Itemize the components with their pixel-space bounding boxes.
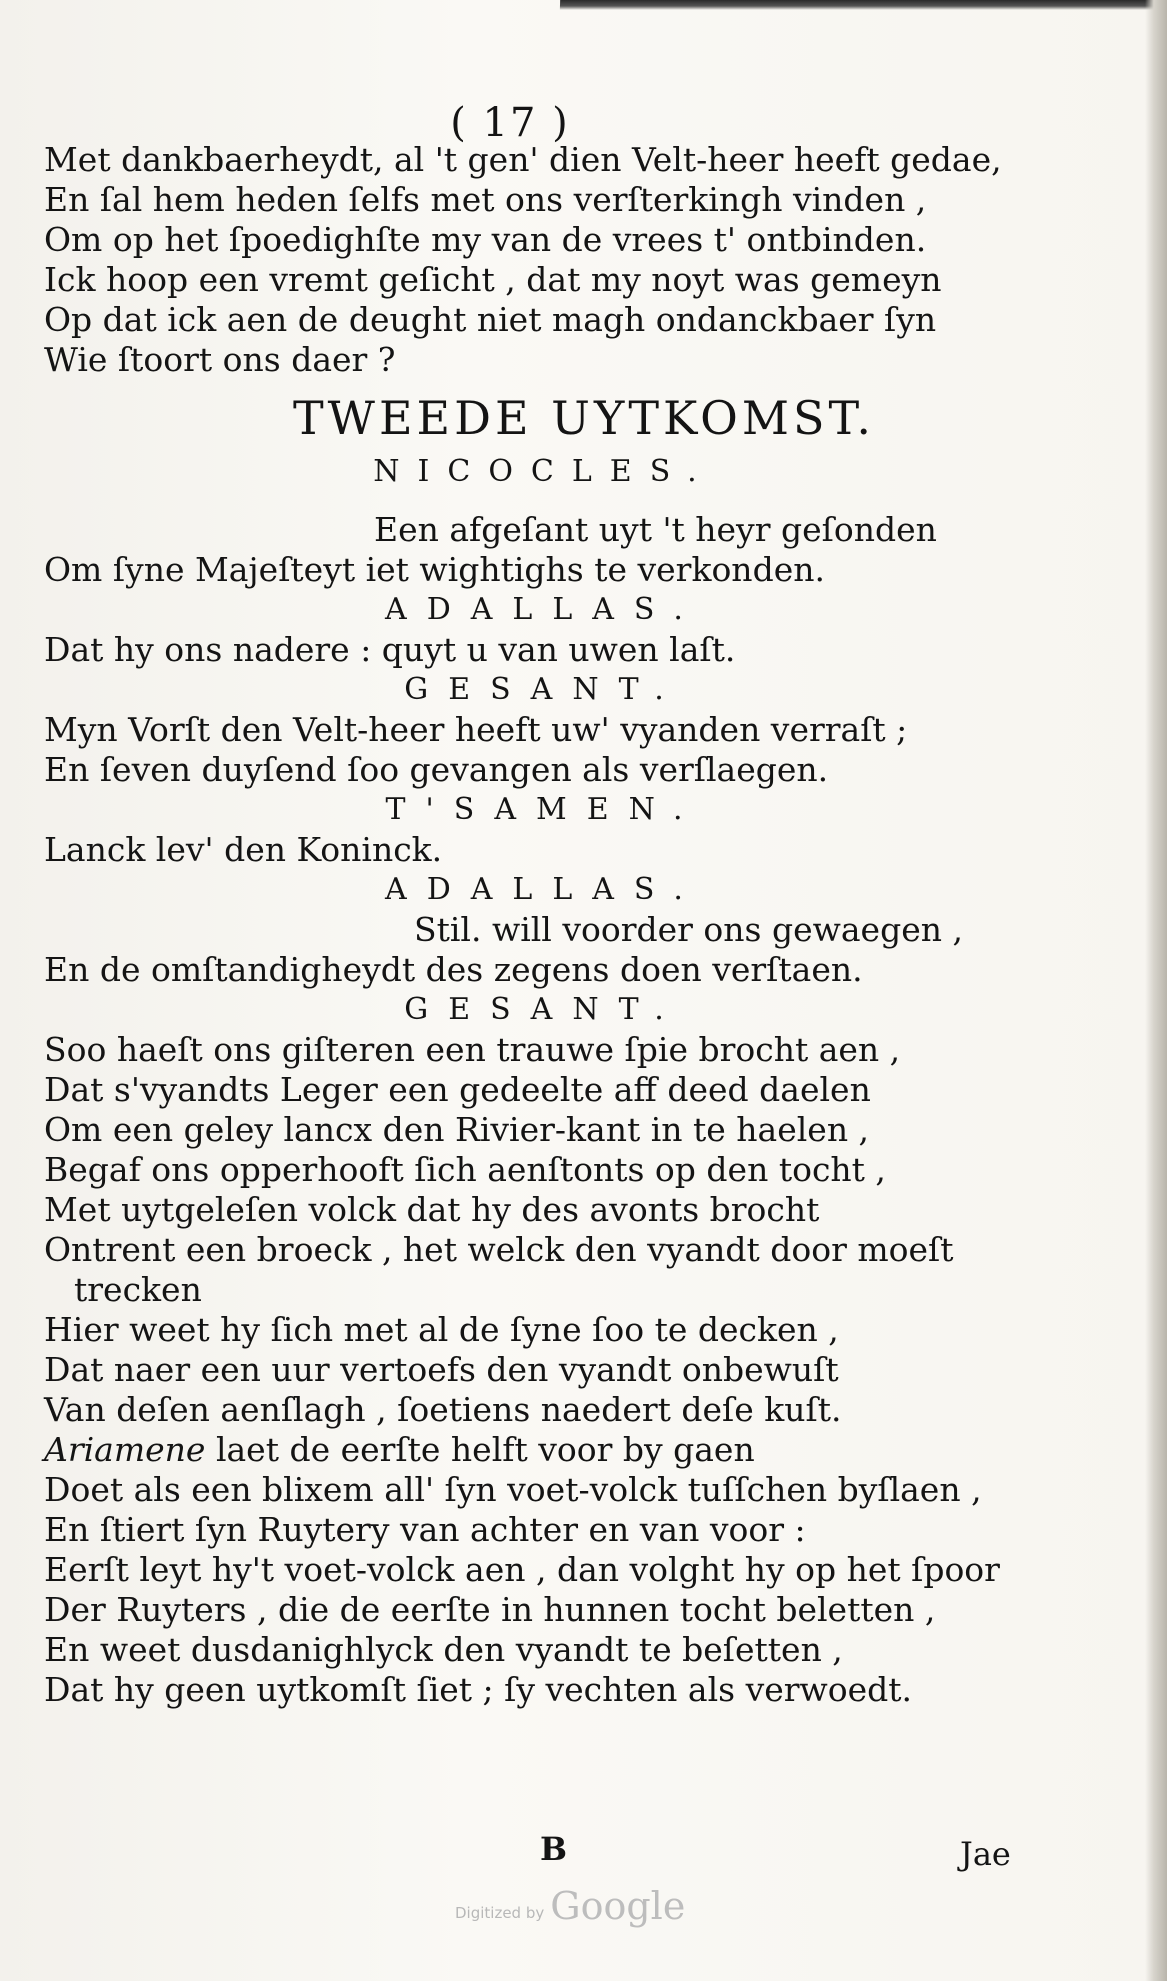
page-right-edge — [1145, 0, 1167, 1981]
verse-line: Een afgeſant uyt 't heyr geſonden — [374, 510, 937, 549]
verse-line: Dat hy geen uytkomſt ſiet ; ſy vechten als verwoedt. — [44, 1670, 913, 1709]
character-name-italic: Ariamene — [44, 1430, 206, 1469]
verse-line: Der Ruyters , die de eerſte in hunnen tocht beletten , — [44, 1590, 936, 1629]
verse-line: Eerſt leyt hy't voet-volck aen , dan volght hy op het ſpoor — [44, 1550, 1000, 1589]
verse-line: Om op het ſpoedighſte my van de vrees t' ontbinden. — [44, 220, 927, 259]
verse-line: Met dankbaerheydt, al 't gen' dien Velt-heer heeft gedae, — [44, 140, 1002, 179]
verse-line: Hier weet hy ſich met al de ſyne ſoo te decken , — [44, 1310, 839, 1349]
dialogue — [44, 452, 1044, 1710]
speaker-name: NICOCLES. — [373, 454, 715, 489]
speaker-name: ADALLAS. — [385, 872, 703, 907]
verse-line: Myn Vorſt den Velt-heer heeft uw' vyanden verraſt ; — [44, 710, 908, 749]
verse-line: trecken — [74, 1270, 202, 1309]
verse-line: En weet dusdanighlyck den vyandt te beſetten , — [44, 1630, 843, 1669]
signature-mark: B — [540, 1830, 568, 1868]
verse-line: Doet als een blixem all' ſyn voet-volck tuſſchen byſlaen , — [44, 1470, 982, 1509]
verse-line: Stil. will voorder ons gewaegen , — [414, 910, 963, 949]
speaker-name: ADALLAS. — [385, 592, 703, 627]
verse-line: Dat s'vyandts Leger een gedeelte aff deed daelen — [44, 1070, 871, 1109]
google-wordmark: Google — [550, 1884, 686, 1928]
verse-text: laet de eerſte helft voor by gaen — [205, 1430, 755, 1469]
verse-line: Wie ſtoort ons daer ? — [44, 340, 396, 379]
verse-line: Ontrent een broeck , het welck den vyandt door moeſt — [44, 1230, 954, 1269]
verse-line: Dat naer een uur vertoefs den vyandt onbewuſt — [44, 1350, 839, 1389]
verse-line: Lanck lev' den Koninck. — [44, 830, 443, 869]
verse-line: Soo haeſt ons giſteren een trauwe ſpie brocht aen , — [44, 1030, 901, 1069]
speaker-name: GESANT. — [404, 672, 684, 707]
verse-line: Ick hoop een vremt geſicht , dat my noyt was gemeyn — [44, 260, 942, 299]
scene-heading: TWEEDE UYTKOMST. — [292, 391, 876, 445]
verse-line: Met uytgeleſen volck dat hy des avonts brocht — [44, 1190, 820, 1229]
speaker-name: T'SAMEN. — [385, 792, 703, 827]
verse-line — [44, 1430, 1044, 1470]
verse-line: En ſeven duyſend ſoo gevangen als verſlaegen. — [44, 750, 829, 789]
verse-line: En de omſtandigheydt des zegens doen verſtaen. — [44, 950, 863, 989]
catchword: Jae — [960, 1835, 1011, 1873]
opening-verse — [44, 140, 1044, 380]
verse-line: Dat hy ons nadere : quyt u van uwen laſt. — [44, 630, 736, 669]
verse-line: En ſal hem heden ſelfs met ons verſterkingh vinden , — [44, 180, 927, 219]
verse-line: Om ſyne Majeſteyt iet wightighs te verkonden. — [44, 550, 825, 589]
digitized-watermark — [455, 1884, 686, 1928]
verse-line: En ſtiert ſyn Ruytery van achter en van voor : — [44, 1510, 806, 1549]
verse-line: Op dat ick aen de deught niet magh ondanckbaer ſyn — [44, 300, 937, 339]
speaker-name: GESANT. — [404, 992, 684, 1027]
verse-line: Begaf ons opperhooft ſich aenſtonts op den tocht , — [44, 1150, 886, 1189]
text-block — [44, 140, 1044, 1710]
page-number: ( 17 ) — [450, 100, 570, 146]
verse-line: Van deſen aenſlagh , ſoetiens naedert deſe kuſt. — [44, 1390, 842, 1429]
digitized-label: Digitized by — [455, 1904, 545, 1922]
verse-line: Om een geley lancx den Rivier-kant in te haelen , — [44, 1110, 870, 1149]
page-top-edge — [560, 0, 1167, 10]
